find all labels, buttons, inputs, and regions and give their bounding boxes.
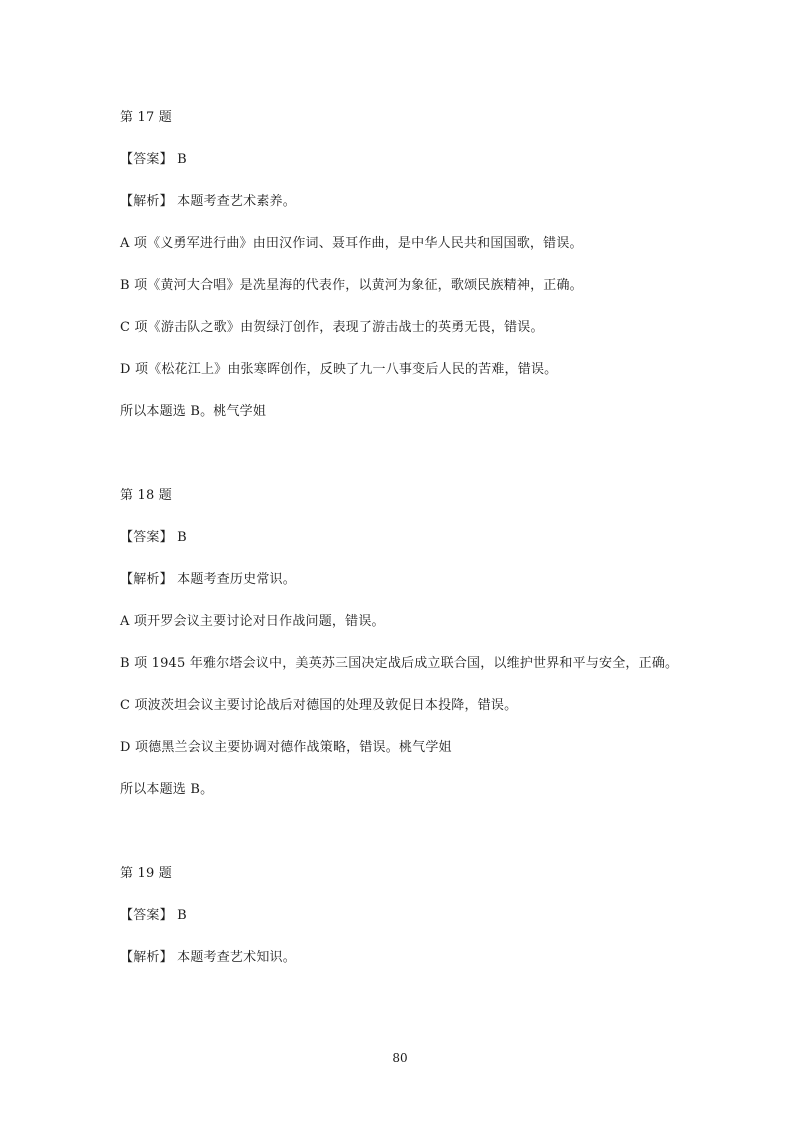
question-18-title: 第 18 题 [120,488,173,503]
question-19-answer: 【答案】 B [120,908,187,923]
question-17-option-a: A 项《义勇军进行曲》由田汉作词、聂耳作曲，是中华人民共和国国歌，错误。 [120,236,583,251]
question-18-option-b: B 项 1945 年雅尔塔会议中，美英苏三国决定战后成立联合国，以维护世界和平与安全，正确。 [120,656,679,671]
question-19-title: 第 19 题 [120,866,173,881]
question-19-analysis: 【解析】 本题考查艺术知识。 [120,950,296,965]
question-18-conclusion: 所以本题选 B。 [120,782,214,797]
question-18-option-a: A 项开罗会议主要讨论对日作战问题，错误。 [120,614,385,629]
question-18-option-d: D 项德黑兰会议主要协调对德作战策略，错误。桃气学姐 [120,740,452,755]
question-17-title: 第 17 题 [120,110,173,125]
question-18-analysis: 【解析】 本题考查历史常识。 [120,572,296,587]
question-18-answer: 【答案】 B [120,530,187,545]
question-17-conclusion: 所以本题选 B。桃气学姐 [120,404,267,419]
question-17-option-d: D 项《松花江上》由张寒晖创作，反映了九一八事变后人民的苦难，错误。 [120,362,558,377]
page-number: 80 [392,1051,408,1065]
question-17-option-b: B 项《黄河大合唱》是冼星海的代表作，以黄河为象征，歌颂民族精神，正确。 [120,278,583,293]
question-17-option-c: C 项《游击队之歌》由贺绿汀创作，表现了游击战士的英勇无畏，错误。 [120,320,544,335]
question-17-answer: 【答案】 B [120,152,187,167]
question-18-option-c: C 项波茨坦会议主要讨论战后对德国的处理及敦促日本投降，错误。 [120,698,518,713]
question-17-analysis: 【解析】 本题考查艺术素养。 [120,194,296,209]
